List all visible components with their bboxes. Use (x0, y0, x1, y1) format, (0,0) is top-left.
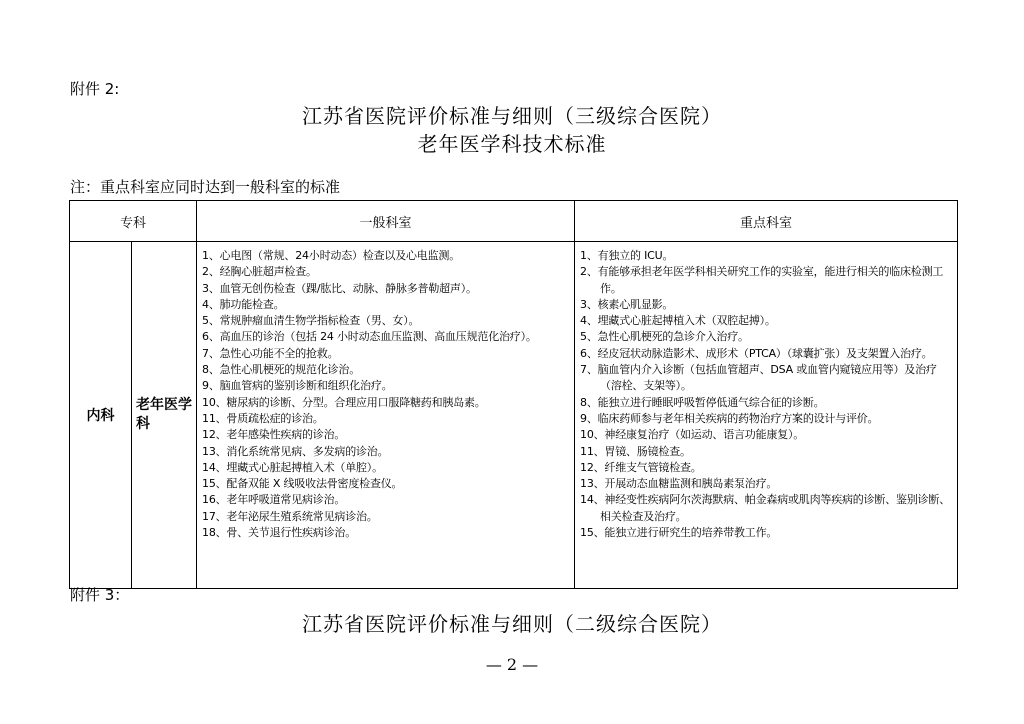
list-item: 7、脑血管内介入诊断（包括血管超声、DSA 或血管内窥镜应用等）及治疗（溶栓、支架等）。 (580, 363, 937, 393)
list-item: 7、急性心功能不全的抢救。 (202, 346, 339, 360)
list-item: 9、临床药师参与老年相关疾病的药物治疗方案的设计与评价。 (580, 411, 879, 425)
list-item: 12、老年感染性疾病的诊治。 (202, 428, 346, 442)
header-general-dept: 一般科室 (197, 201, 575, 242)
list-item: 17、老年泌尿生殖系统常见病诊治。 (202, 509, 378, 523)
annex-3-label: 附件 3： (70, 586, 130, 604)
list-item: 1、心电图（常规、24小时动态）检查以及心电监测。 (202, 249, 461, 262)
list-item: 13、消化系统常见病、多发病的诊治。 (202, 444, 389, 458)
list-item: 2、有能够承担老年医学科相关研究工作的实验室，能进行相关的临床检测工作。 (580, 265, 944, 295)
list-item: 16、老年呼吸道常见病诊治。 (202, 493, 346, 507)
list-item: 1、有独立的 ICU。 (580, 249, 674, 262)
document-subtitle: 老年医学科技术标准 (417, 132, 607, 156)
list-item: 14、神经变性疾病阿尔茨海默病、帕金森病或肌肉等疾病的诊断、鉴别诊断、相关检查及治疗。 (580, 493, 951, 523)
subspecialty-cell: 老年医学科 (132, 242, 197, 589)
list-item: 13、开展动态血糖监测和胰岛素泵治疗。 (580, 477, 778, 491)
list-item: 14、埋藏式心脏起搏植入术（单腔）。 (202, 460, 383, 474)
key-dept-cell (575, 242, 958, 589)
list-item: 4、埋藏式心脏起搏植入术（双腔起搏）。 (580, 314, 776, 328)
note-text: 注：重点科室应同时达到一般科室的标准 (70, 178, 341, 196)
header-specialty: 专科 (70, 201, 197, 242)
list-item: 5、急性心肌梗死的急诊介入治疗。 (580, 330, 749, 344)
general-dept-cell (197, 242, 575, 589)
header-key-dept: 重点科室 (575, 201, 958, 242)
list-item: 5、常规肿瘤血清生物学指标检查（男、女）。 (202, 314, 420, 328)
table-row (70, 242, 958, 589)
list-item: 11、胃镜、肠镜检查。 (580, 444, 691, 458)
document-title: 江苏省医院评价标准与细则（三级综合医院） (302, 104, 722, 128)
list-item: 10、糖尿病的诊断、分型。合理应用口服降糖药和胰岛素。 (202, 395, 486, 409)
list-item: 9、脑血管病的鉴别诊断和组织化治疗。 (202, 379, 393, 393)
standards-table (69, 200, 958, 589)
list-item: 18、骨、关节退行性疾病诊治。 (202, 526, 357, 540)
list-item: 8、能独立进行睡眠呼吸暂停低通气综合征的诊断。 (580, 395, 825, 409)
department-cell: 内科 (70, 242, 132, 589)
list-item: 6、高血压的诊治（包括 24 小时动态血压监测、高血压规范化治疗）。 (202, 330, 537, 344)
list-item: 15、配备双能 X 线吸收法骨密度检查仪。 (202, 477, 403, 491)
list-item: 6、经皮冠状动脉造影术、成形术（PTCA）（球囊扩张）及支架置入治疗。 (580, 346, 933, 360)
general-items-list (202, 248, 570, 541)
list-item: 15、能独立进行研究生的培养带教工作。 (580, 526, 778, 540)
list-item: 3、核素心肌显影。 (580, 297, 674, 311)
list-item: 10、神经康复治疗（如运动、语言功能康复）。 (580, 428, 805, 442)
table-header-row (70, 201, 958, 242)
list-item: 3、血管无创伤检查（踝/肱比、动脉、静脉多普勒超声）。 (202, 281, 477, 295)
list-item: 4、肺功能检查。 (202, 297, 285, 311)
annex-2-label: 附件 2: (70, 80, 120, 98)
list-item: 2、经胸心脏超声检查。 (202, 265, 317, 279)
list-item: 11、骨质疏松症的诊治。 (202, 411, 324, 425)
second-document-title: 江苏省医院评价标准与细则（二级综合医院） (302, 612, 722, 636)
list-item: 8、急性心肌梗死的规范化诊治。 (202, 363, 361, 377)
list-item: 12、纤维支气管镜检查。 (580, 460, 702, 474)
key-items-list (580, 248, 953, 541)
page-number: — 2 — (485, 655, 539, 674)
